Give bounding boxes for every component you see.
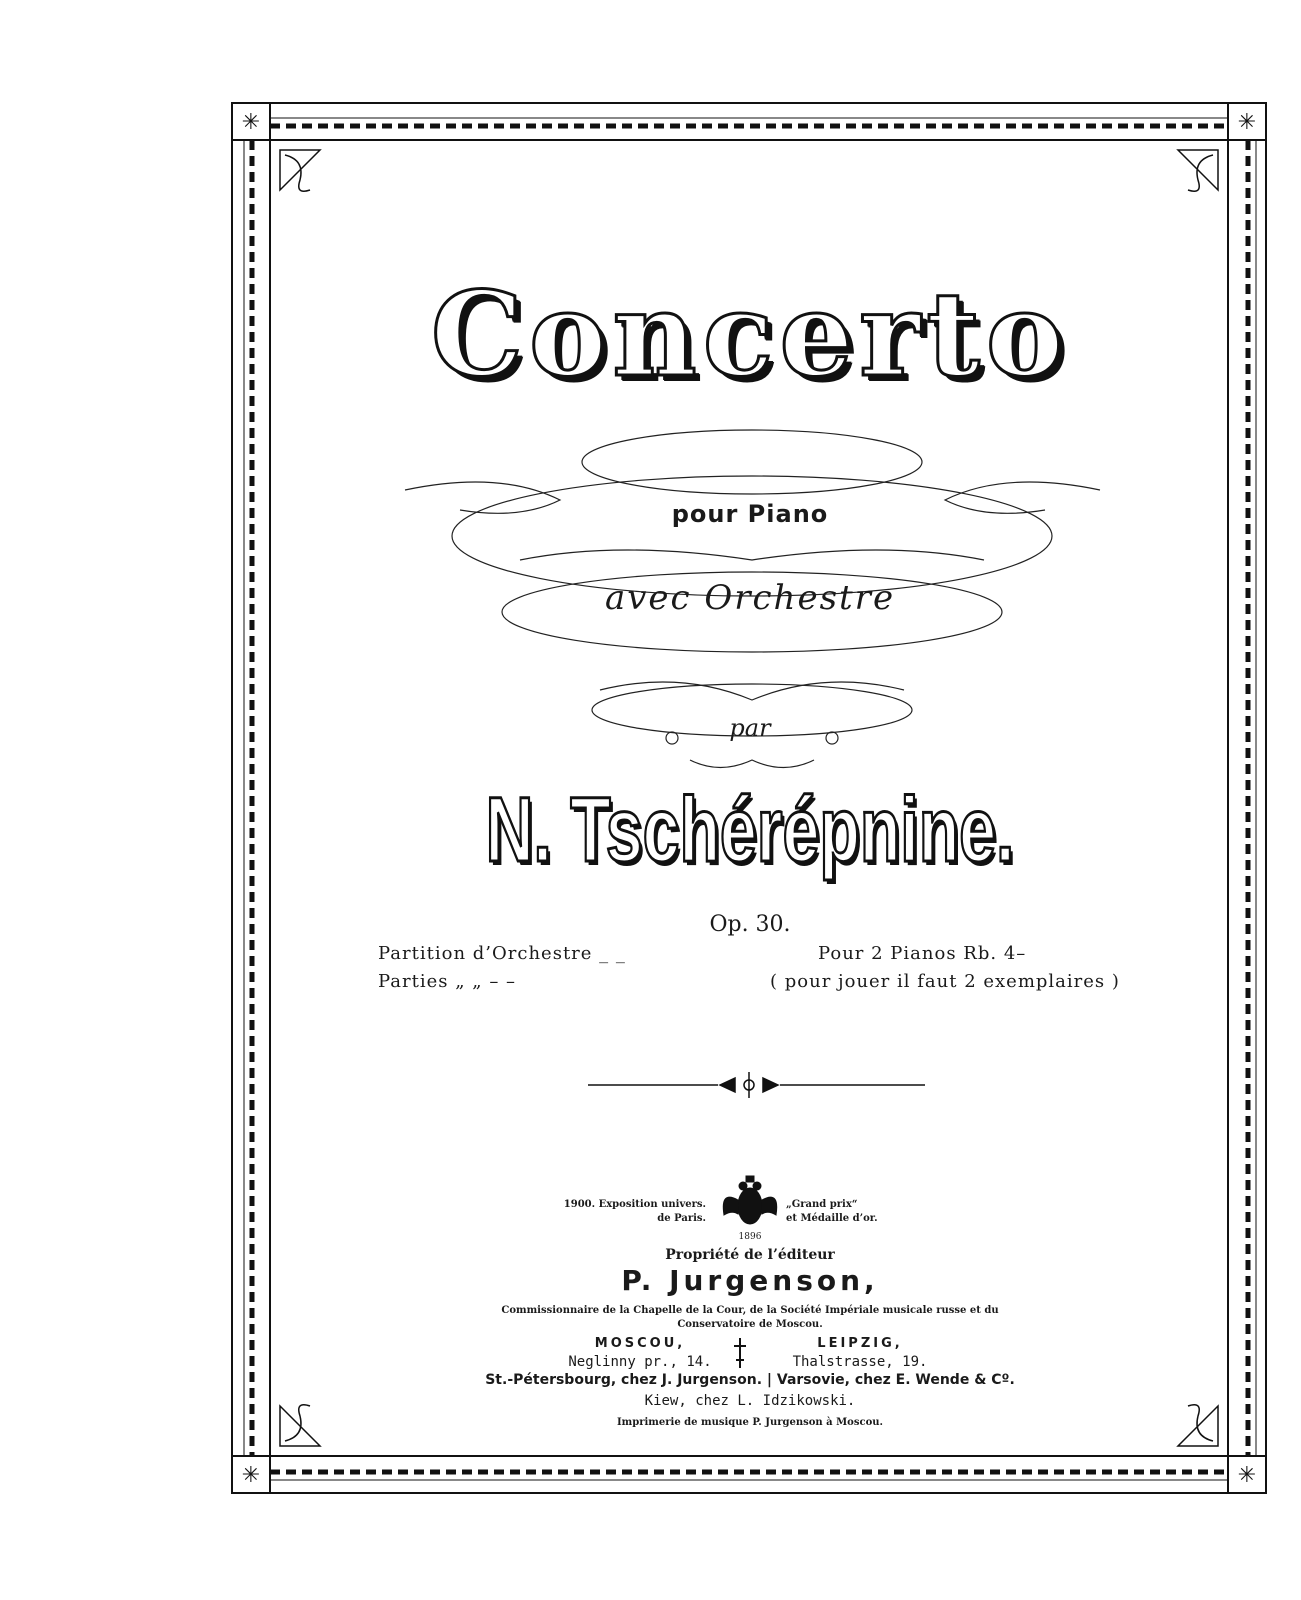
price-note: ( pour jouer il faut 2 exemplaires ) (770, 971, 1120, 992)
address-leipzig: Thalstrasse, 19. (792, 1354, 928, 1370)
price-parts: Parties „ „ – – (378, 971, 517, 992)
page-title: Concerto (430, 267, 1070, 403)
ornament-divider (588, 1072, 925, 1098)
svg-text:✳: ✳ (1237, 110, 1257, 135)
publisher-property-label: Propriété de l’éditeur (665, 1247, 835, 1263)
price-score: Partition d’Orchestre _ _ (378, 943, 626, 964)
award-prize (786, 1198, 936, 1226)
award-exposition (556, 1198, 706, 1226)
imperial-eagle-emblem (723, 1176, 776, 1224)
printer-note: Imprimerie de musique P. Jurgenson à Moscou. (616, 1417, 883, 1428)
publisher-name: P. Jurgenson, (621, 1264, 879, 1297)
award-prize-line2: et Médaille d’or. (786, 1213, 878, 1224)
svg-text:✳: ✳ (1237, 1463, 1257, 1488)
award-exposition-line1: 1900. Exposition univers. (563, 1199, 706, 1210)
commission-line2: Conservatoire de Moscou. (677, 1319, 823, 1330)
city-moscow: MOSCOU, (594, 1336, 686, 1351)
award-exposition-line2: de Paris. (657, 1213, 706, 1224)
opus-number: Op. 30. (709, 912, 791, 937)
svg-text:✳: ✳ (241, 1463, 261, 1488)
branch-kiev: Kiew, chez L. Idzikowski. (644, 1393, 856, 1409)
svg-text:✳: ✳ (241, 110, 261, 135)
award-prize-line1: „Grand prix“ (786, 1199, 858, 1210)
price-two-pianos: Pour 2 Pianos Rb. 4– (818, 943, 1027, 964)
branch-offices: St.-Pétersbourg, chez J. Jurgenson. | Varsovie, chez E. Wende & Cº. (485, 1372, 1015, 1388)
award-year: 1896 (738, 1232, 762, 1242)
price-list-left (378, 940, 626, 996)
address-moscow: Neglinny pr., 14. (568, 1354, 712, 1370)
commission-line1: Commissionnaire de la Chapelle de la Cour, de la Société Impériale musicale russe et du (501, 1305, 999, 1316)
city-leipzig: LEIPZIG, (817, 1336, 903, 1351)
publisher-commission (470, 1304, 1030, 1332)
by-label: par (729, 714, 771, 742)
composer-name: N. Tschérépnine. (485, 779, 1015, 881)
subtitle-instrument: pour Piano (671, 500, 829, 528)
subtitle-orchestra: avec Orchestre (604, 578, 896, 618)
price-list-right (770, 940, 1120, 996)
